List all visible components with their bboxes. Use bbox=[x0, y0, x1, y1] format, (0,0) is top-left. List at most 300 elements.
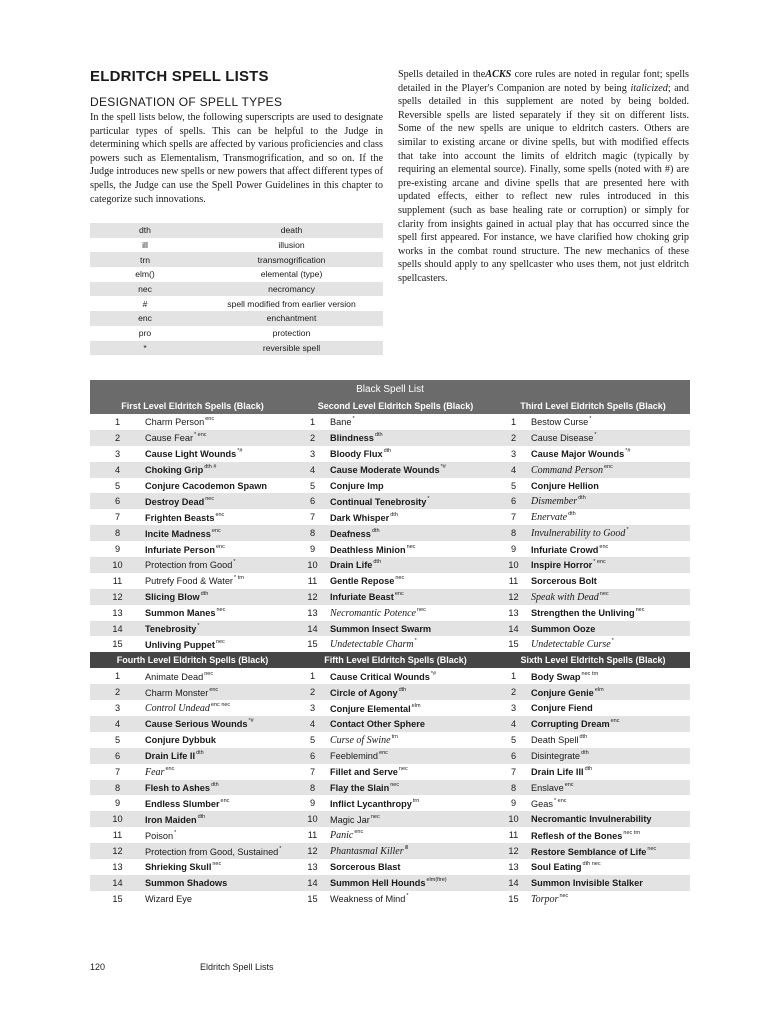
spell-number: 5 bbox=[114, 734, 121, 745]
spell-number: 15 bbox=[112, 893, 123, 904]
spell-number: 2 bbox=[90, 684, 145, 700]
spell-entry bbox=[145, 589, 295, 605]
spell-type-superscript: *# bbox=[430, 670, 437, 677]
spell-entry bbox=[145, 573, 295, 589]
spell-entry bbox=[330, 764, 496, 780]
spell-entry bbox=[330, 668, 496, 684]
spell-name: Choking Grip bbox=[145, 465, 204, 476]
spell-number: 9 bbox=[309, 544, 316, 555]
spell-entry bbox=[330, 430, 496, 446]
spell-name: Weakness of Mind bbox=[330, 894, 406, 905]
legend-row bbox=[90, 223, 383, 238]
spell-number: 15 bbox=[307, 639, 318, 650]
spell-name: Cause Major Wounds bbox=[531, 449, 625, 460]
spell-name: Unliving Puppet bbox=[145, 639, 215, 650]
spell-name: Phantasmal Killer bbox=[330, 846, 404, 858]
spell-name: Charm Monster bbox=[145, 687, 209, 698]
spell-name: Contact Other Sphere bbox=[330, 718, 425, 729]
spell-type-superscript: nec bbox=[370, 813, 380, 820]
spell-entry bbox=[145, 843, 295, 859]
spell-entry bbox=[145, 795, 295, 811]
spell-name: Fillet and Serve bbox=[330, 767, 398, 778]
spell-number: 7 bbox=[309, 766, 316, 777]
spell-type-superscript: elm bbox=[594, 686, 604, 693]
spell-entry bbox=[145, 700, 295, 716]
spell-name: Curse of Swine bbox=[330, 734, 391, 746]
spell-type-superscript: nec bbox=[390, 782, 400, 789]
spell-number: 4 bbox=[90, 462, 145, 478]
black-spell-list-table bbox=[90, 380, 690, 907]
level-header: Fifth Level Eldritch Spells (Black) bbox=[295, 652, 496, 668]
spell-type-superscript: * bbox=[414, 638, 417, 645]
spell-entry bbox=[330, 700, 496, 716]
spell-entry bbox=[531, 621, 690, 637]
spell-name: Magic Jar bbox=[330, 814, 370, 825]
spell-type-superscript: nec bbox=[647, 845, 657, 852]
spell-name: Disintegrate bbox=[531, 751, 581, 762]
legend-row bbox=[90, 341, 383, 356]
spell-name: Conjure Cacodemon Spawn bbox=[145, 480, 268, 491]
spell-number: 12 bbox=[295, 843, 330, 859]
spell-entry bbox=[531, 811, 690, 827]
spell-type-superscript: * bbox=[279, 845, 282, 852]
spell-name: Conjure Genie bbox=[531, 687, 594, 698]
spell-row bbox=[90, 843, 690, 859]
spell-name: Protection from Good bbox=[145, 560, 233, 571]
left-column bbox=[90, 68, 383, 206]
spell-number: 12 bbox=[295, 589, 330, 605]
spell-name: Iron Maiden bbox=[145, 814, 197, 825]
spell-type-superscript: enc bbox=[394, 591, 404, 598]
spell-entry bbox=[531, 827, 690, 843]
spell-row bbox=[90, 605, 690, 621]
spell-entry bbox=[145, 621, 295, 637]
spell-row bbox=[90, 748, 690, 764]
spell-entry bbox=[531, 716, 690, 732]
spell-number: 5 bbox=[114, 480, 121, 491]
spell-row bbox=[90, 684, 690, 700]
spell-number: 11 bbox=[112, 830, 123, 841]
spell-type-superscript: *# bbox=[625, 448, 631, 455]
spell-number: 6 bbox=[496, 748, 531, 764]
spell-number: 8 bbox=[496, 780, 531, 796]
spell-number: 3 bbox=[114, 703, 121, 714]
spell-number: 11 bbox=[307, 830, 318, 841]
spell-type-superscript: dth bbox=[196, 750, 204, 757]
legend-code: # bbox=[142, 298, 148, 309]
spell-entry bbox=[330, 621, 496, 637]
spell-number: 13 bbox=[508, 607, 519, 618]
spell-entry bbox=[330, 414, 496, 430]
spell-type-superscript: dth bbox=[390, 511, 398, 518]
spell-number: 10 bbox=[90, 811, 145, 827]
spell-type-superscript: dth bbox=[578, 495, 586, 502]
spell-name: Circle of Agony bbox=[330, 687, 398, 698]
page-heading: ELDRITCH SPELL LISTS bbox=[90, 68, 269, 85]
spell-name: Cause Moderate Wounds bbox=[330, 465, 440, 476]
spell-type-superscript: * bbox=[594, 432, 597, 439]
spell-name: Summon Shadows bbox=[145, 877, 228, 888]
spell-type-superscript: * enc bbox=[553, 797, 567, 804]
spell-row bbox=[90, 795, 690, 811]
spell-name: Geas bbox=[531, 798, 553, 809]
spell-number: 9 bbox=[510, 798, 517, 809]
spell-name: Infuriate Beast bbox=[330, 592, 394, 603]
footer-section: Eldritch Spell Lists bbox=[200, 962, 274, 972]
spell-type-superscript: * enc bbox=[593, 559, 606, 566]
spell-entry bbox=[145, 414, 295, 430]
spell-entry bbox=[330, 509, 496, 525]
spell-number: 3 bbox=[309, 448, 316, 459]
spell-number: 10 bbox=[295, 811, 330, 827]
spell-number: 14 bbox=[496, 875, 531, 891]
spell-name: Sorcerous Bolt bbox=[531, 575, 597, 586]
spell-number: 14 bbox=[90, 621, 145, 637]
legend-meaning: illusion bbox=[278, 240, 305, 251]
spell-number: 13 bbox=[307, 861, 318, 872]
spell-name: Drain Life II bbox=[145, 751, 196, 762]
spell-number: 6 bbox=[295, 493, 330, 509]
spell-number: 1 bbox=[309, 416, 316, 427]
spell-type-superscript: * bbox=[233, 559, 236, 566]
spell-number: 14 bbox=[295, 621, 330, 637]
legend-meaning: necromancy bbox=[200, 282, 383, 297]
spell-type-superscript: nec bbox=[559, 892, 569, 899]
spell-number: 8 bbox=[90, 525, 145, 541]
legend-code: enc bbox=[90, 311, 200, 326]
spell-name: Protection from Good, Sustained bbox=[145, 846, 279, 857]
spell-name: Summon Manes bbox=[145, 608, 216, 619]
spell-type-superscript: enc bbox=[211, 527, 221, 534]
spell-entry bbox=[531, 589, 690, 605]
spell-name: Necromantic Potence bbox=[330, 607, 416, 619]
spell-name: Control Undead bbox=[145, 703, 210, 715]
spell-type-superscript: * bbox=[174, 829, 177, 836]
spell-type-superscript: * enc bbox=[194, 432, 207, 439]
spell-name: Summon Ooze bbox=[531, 623, 596, 634]
spell-number: 14 bbox=[496, 621, 531, 637]
legend-row bbox=[90, 267, 383, 282]
spell-name: Infuriate Person bbox=[145, 544, 215, 555]
legend-row bbox=[90, 296, 383, 311]
spell-table-title: Black Spell List bbox=[90, 380, 690, 398]
spell-name: Corrupting Dream bbox=[531, 719, 610, 730]
legend-code: nec bbox=[90, 282, 200, 297]
spell-name: Continual Tenebrosity bbox=[330, 496, 427, 507]
spell-name: Torpor bbox=[531, 893, 559, 905]
spell-name: Summon Invisible Stalker bbox=[531, 877, 643, 888]
spell-name: Invulnerability to Good bbox=[531, 528, 626, 540]
spell-row bbox=[90, 430, 690, 446]
spell-row bbox=[90, 732, 690, 748]
italicized-word: italicized bbox=[630, 82, 668, 94]
level-header: Sixth Level Eldritch Spells (Black) bbox=[496, 652, 690, 668]
spell-row bbox=[90, 621, 690, 637]
spell-entry bbox=[145, 605, 295, 621]
spell-type-superscript: dth bbox=[398, 686, 407, 693]
spell-number: 12 bbox=[90, 589, 145, 605]
spell-type-superscript: nec bbox=[205, 495, 215, 502]
spell-number: 8 bbox=[496, 525, 531, 541]
spell-number: 6 bbox=[496, 493, 531, 509]
spell-name: Dark Whisper bbox=[330, 512, 390, 523]
spell-entry bbox=[145, 446, 295, 462]
spell-entry bbox=[531, 636, 690, 652]
spell-type-superscript: nec trn bbox=[581, 670, 599, 677]
spell-row bbox=[90, 478, 690, 494]
spell-entry bbox=[145, 509, 295, 525]
spell-row bbox=[90, 573, 690, 589]
spell-number: 15 bbox=[307, 893, 318, 904]
spell-number: 6 bbox=[295, 748, 330, 764]
spell-entry bbox=[531, 891, 690, 907]
spell-name: Deafness bbox=[330, 528, 371, 539]
spell-number: 13 bbox=[508, 861, 519, 872]
spell-type-superscript: dth # bbox=[204, 464, 217, 471]
spell-type-superscript: enc bbox=[215, 511, 225, 518]
spell-entry bbox=[145, 827, 295, 843]
spell-entry bbox=[531, 509, 690, 525]
spell-entry bbox=[145, 525, 295, 541]
spell-entry bbox=[531, 684, 690, 700]
spell-number: 7 bbox=[114, 766, 121, 777]
spell-name: Cause Critical Wounds bbox=[330, 671, 430, 682]
spell-name: Conjure Fiend bbox=[531, 703, 593, 714]
spell-row bbox=[90, 636, 690, 652]
level-header: First Level Eldritch Spells (Black) bbox=[90, 398, 295, 414]
spell-entry bbox=[145, 478, 295, 494]
legend-row bbox=[90, 252, 383, 267]
spell-entry bbox=[531, 430, 690, 446]
spell-number: 4 bbox=[496, 462, 531, 478]
spell-number: 4 bbox=[295, 716, 330, 732]
legend-meaning: transmogrification bbox=[200, 252, 383, 267]
spell-entry bbox=[531, 493, 690, 509]
spell-number: 15 bbox=[112, 639, 123, 650]
spell-type-superscript: dth bbox=[374, 432, 383, 439]
spell-number: 1 bbox=[114, 416, 121, 427]
spell-entry bbox=[531, 859, 690, 875]
spell-row bbox=[90, 462, 690, 478]
spell-type-superscript: dth bbox=[383, 448, 392, 455]
spell-type-superscript: enc bbox=[205, 416, 215, 423]
spell-type-superscript: * bbox=[406, 893, 409, 900]
spell-name: Animate Dead bbox=[145, 671, 204, 682]
spell-entry bbox=[330, 589, 496, 605]
spell-entry bbox=[145, 541, 295, 557]
spell-entry bbox=[145, 716, 295, 732]
spell-number: 1 bbox=[510, 416, 517, 427]
intro-paragraph: In the spell lists below, the following superscripts are used to designate particular types of spells. This can be helpful to the Judge in determining which spells are affected by various proficiencies and class powers such as Elementalism, Transmogrification, and so on. If the Judge introduces new spells or new powers that affect different types of spells, the Judge can use the Spell Power Guidelines in this chapter to categorize such innovations. bbox=[90, 112, 383, 205]
legend-code: pro bbox=[138, 328, 152, 339]
spell-type-superscript: * bbox=[352, 416, 355, 423]
spell-entry bbox=[145, 493, 295, 509]
spell-row bbox=[90, 811, 690, 827]
legend-code: dth bbox=[90, 223, 200, 238]
spell-entry bbox=[330, 605, 496, 621]
spell-type-superscript: * bbox=[611, 638, 614, 645]
spell-name: Charm Person bbox=[145, 417, 205, 428]
spell-number: 12 bbox=[90, 843, 145, 859]
acks-title: ACKS bbox=[485, 69, 512, 80]
spell-entry bbox=[145, 875, 295, 891]
spell-entry bbox=[531, 525, 690, 541]
spell-number: 11 bbox=[112, 575, 123, 586]
spell-entry bbox=[145, 732, 295, 748]
spell-type-superscript: enc bbox=[603, 463, 613, 470]
spell-name: Incite Madness bbox=[145, 528, 211, 539]
spell-number: 2 bbox=[295, 684, 330, 700]
spell-entry bbox=[145, 636, 295, 652]
spell-entry bbox=[330, 446, 496, 462]
spell-name: Enervate bbox=[531, 512, 568, 524]
spell-type-superscript: nec bbox=[635, 607, 645, 614]
spell-name: Flay the Slain bbox=[330, 783, 390, 794]
spell-entry bbox=[330, 557, 496, 573]
spell-name: Shrieking Skull bbox=[145, 862, 212, 873]
spell-number: 10 bbox=[496, 811, 531, 827]
spell-entry bbox=[531, 748, 690, 764]
spell-name: Command Person bbox=[531, 464, 603, 476]
spell-number: 5 bbox=[510, 480, 517, 491]
spell-number: 15 bbox=[508, 893, 519, 904]
spell-row bbox=[90, 827, 690, 843]
spell-entry bbox=[145, 462, 295, 478]
spell-number: 9 bbox=[114, 544, 121, 555]
legend-row bbox=[90, 282, 383, 297]
spell-entry bbox=[531, 605, 690, 621]
spell-entry bbox=[330, 684, 496, 700]
spell-name: Conjure Dybbuk bbox=[145, 734, 216, 745]
spell-type-superscript: enc bbox=[610, 718, 620, 725]
spell-type-superscript: nec bbox=[417, 606, 426, 613]
spell-number: 3 bbox=[114, 448, 121, 459]
spell-entry bbox=[145, 684, 295, 700]
page-number: 120 bbox=[90, 962, 106, 972]
spell-name: Cause Fear bbox=[145, 433, 194, 444]
spell-entry bbox=[330, 541, 496, 557]
spell-number: 1 bbox=[114, 671, 121, 682]
spell-type-superscript: nec bbox=[212, 861, 222, 868]
spell-number: 9 bbox=[114, 798, 121, 809]
spell-name: Bloody Flux bbox=[330, 449, 383, 460]
spell-number: 2 bbox=[496, 684, 531, 700]
spell-number: 9 bbox=[309, 798, 316, 809]
spell-number: 12 bbox=[496, 589, 531, 605]
spell-entry bbox=[531, 446, 690, 462]
spell-number: 13 bbox=[112, 861, 123, 872]
spell-number: 7 bbox=[510, 512, 517, 523]
spell-row bbox=[90, 716, 690, 732]
spell-entry bbox=[145, 748, 295, 764]
spell-number: 10 bbox=[496, 557, 531, 573]
legend-meaning: spell modified from earlier version bbox=[227, 298, 356, 309]
spell-row bbox=[90, 780, 690, 796]
spell-number: 7 bbox=[114, 512, 121, 523]
spell-type-superscript: ill bbox=[404, 845, 409, 852]
spell-number: 4 bbox=[295, 462, 330, 478]
level-header-row bbox=[90, 652, 690, 668]
spell-type-superscript: dth bbox=[371, 527, 380, 534]
spell-entry bbox=[531, 478, 690, 494]
spell-name: Blindness bbox=[330, 433, 374, 444]
spell-name: Tenebrosity bbox=[145, 624, 197, 635]
spell-row bbox=[90, 509, 690, 525]
spell-type-superscript: * bbox=[197, 623, 200, 630]
spell-name: Death Spell bbox=[531, 735, 579, 746]
spell-name: Drain Life bbox=[330, 560, 373, 571]
spell-name: Cause Disease bbox=[531, 433, 594, 444]
spell-entry bbox=[330, 827, 496, 843]
legend-code: trn bbox=[90, 252, 200, 267]
spell-entry bbox=[330, 636, 496, 652]
spell-number: 2 bbox=[90, 430, 145, 446]
spell-name: Restore Semblance of Life bbox=[531, 846, 647, 857]
spell-name: Flesh to Ashes bbox=[145, 783, 211, 794]
spell-number: 15 bbox=[508, 639, 519, 650]
legend-code: * bbox=[90, 341, 200, 356]
spell-entry bbox=[330, 493, 496, 509]
spell-row bbox=[90, 891, 690, 907]
spell-name: Soul Eating bbox=[531, 862, 582, 873]
spell-type-superscript: dth bbox=[211, 782, 219, 789]
spell-entry bbox=[330, 525, 496, 541]
spell-entry bbox=[330, 462, 496, 478]
spell-type-superscript: * bbox=[589, 416, 592, 423]
legend-code: ill bbox=[142, 240, 148, 251]
legend-row bbox=[90, 326, 383, 341]
spell-number: 8 bbox=[295, 780, 330, 796]
spell-name: Bane bbox=[330, 417, 352, 428]
spell-name: Undetectable Curse bbox=[531, 639, 611, 651]
spell-name: Summon Insect Swarm bbox=[330, 623, 432, 634]
legend-row bbox=[90, 311, 383, 326]
spell-type-superscript: nec bbox=[406, 543, 416, 550]
spell-type-superscript: dth bbox=[579, 734, 588, 741]
spell-number: 10 bbox=[295, 557, 330, 573]
spell-type-superscript: elm(fire) bbox=[426, 877, 447, 884]
spell-number: 13 bbox=[307, 607, 318, 618]
spell-row bbox=[90, 557, 690, 573]
level-header-row bbox=[90, 398, 690, 414]
spell-entry bbox=[531, 875, 690, 891]
right-column bbox=[398, 68, 689, 286]
spell-name: Wizard Eye bbox=[145, 893, 192, 904]
spell-number: 11 bbox=[307, 575, 318, 586]
spell-entry bbox=[531, 557, 690, 573]
legend-row bbox=[90, 238, 383, 253]
spell-number: 12 bbox=[496, 843, 531, 859]
spell-row bbox=[90, 589, 690, 605]
spell-number: 11 bbox=[508, 830, 519, 841]
legend-code: elm() bbox=[135, 269, 155, 280]
spell-entry bbox=[531, 541, 690, 557]
spell-number: 4 bbox=[90, 716, 145, 732]
spell-number: 7 bbox=[510, 766, 517, 777]
spell-row bbox=[90, 525, 690, 541]
spell-name: Undetectable Charm bbox=[330, 639, 414, 651]
spell-entry bbox=[330, 780, 496, 796]
spell-type-superscript: enc bbox=[220, 797, 230, 804]
spell-entry bbox=[531, 700, 690, 716]
spell-type-superscript: * trn bbox=[234, 575, 245, 582]
spell-type-superscript: * bbox=[626, 527, 629, 534]
spell-type-superscript: nec bbox=[599, 590, 609, 597]
spell-entry bbox=[531, 764, 690, 780]
spell-entry bbox=[330, 891, 496, 907]
spell-name: Cause Serious Wounds bbox=[145, 719, 248, 730]
spell-entry bbox=[145, 859, 295, 875]
